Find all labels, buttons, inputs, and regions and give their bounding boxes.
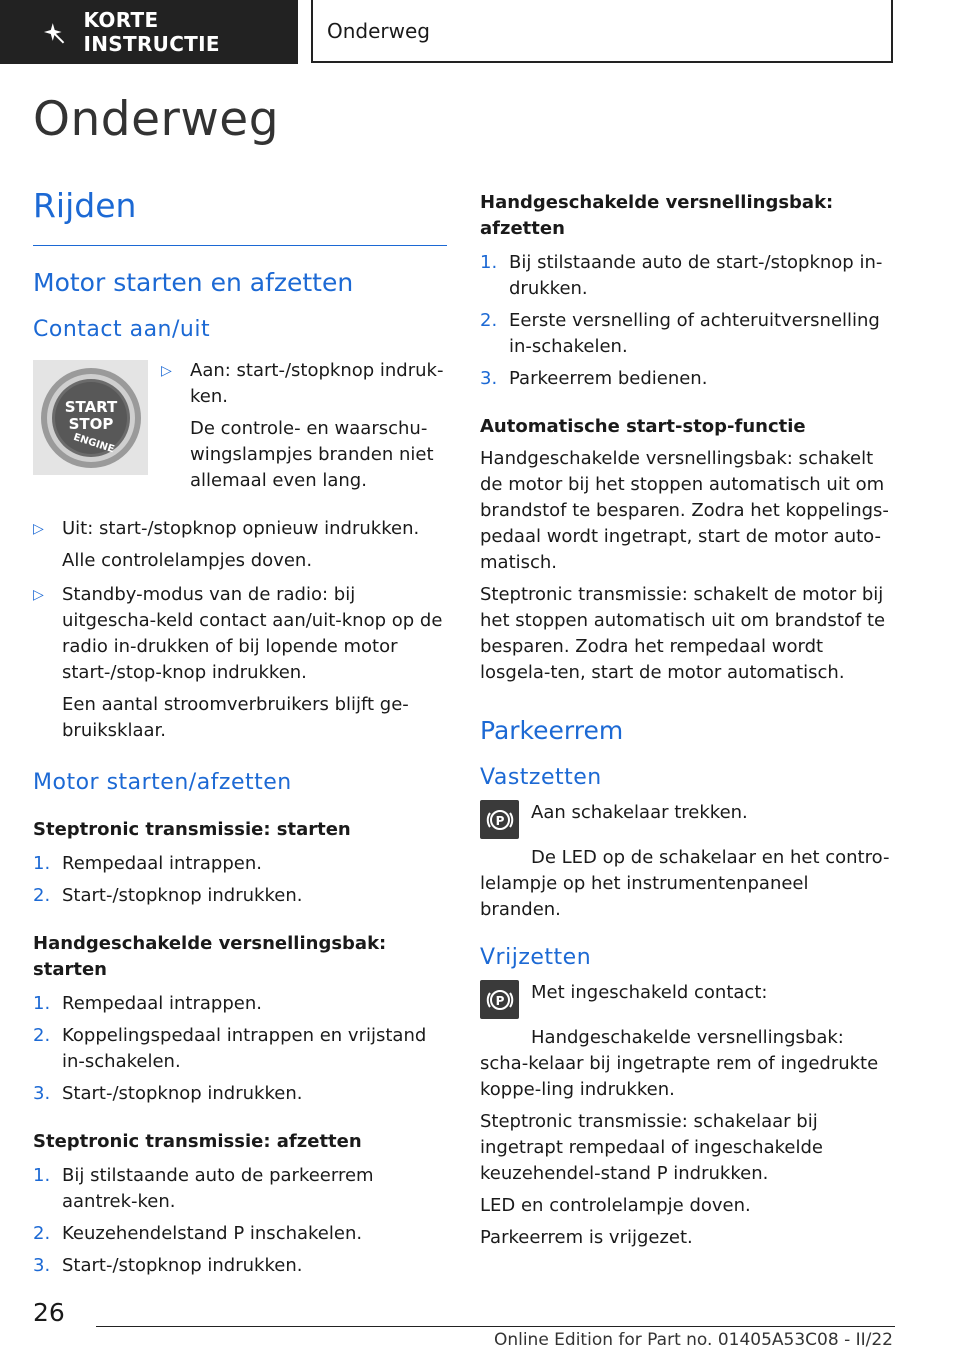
vrijzetten-paragraph-steptronic: Steptronic transmissie: schakelaar bij ingetrapt rempedaal of ingeschakelde keuzehendel-stand P indrukken. (480, 1111, 823, 1184)
step-text: Rempedaal intrappen. (62, 993, 262, 1014)
step-text: Keuzehendelstand P inschakelen. (62, 1223, 363, 1244)
list-item-text: Uit: start-/stopknop opnieuw indrukken. (62, 518, 420, 539)
step-text: Rempedaal intrappen. (62, 853, 262, 874)
heading-rule (33, 245, 447, 246)
list-item (33, 516, 447, 574)
vrijzetten-paragraph-released: Parkeerrem is vrijgezet. (480, 1227, 693, 1248)
step-item: 2. Koppelingspedaal intrappen en vrijstand in-schakelen. (33, 1023, 447, 1075)
list-item-text: Standby-modus van de radio: bij uitgescha-keld contact aan/uit-knop op de radio in-drukken of bij lopende motor start-/stop-knop indrukken. (62, 584, 443, 683)
stop-text: STOP (68, 414, 113, 433)
step-text: Start-/stopknop indrukken. (62, 1255, 303, 1276)
list-item (33, 582, 447, 744)
vastzetten-line-2: De LED op de schakelaar en het contro-lelampje op het instrumentenpaneel branden. (480, 847, 890, 920)
triangle-bullet-icon: ▷ (161, 363, 172, 379)
step-item: 1. Bij stilstaande auto de start-/stopknop in-drukken. (480, 250, 895, 302)
step-item: 2. Eerste versnelling of achteruitversnelling in-schakelen. (480, 308, 895, 360)
page-number: 26 (33, 1298, 65, 1327)
right-column (480, 190, 895, 1251)
step-item: 2. Start-/stopknop indrukken. (33, 883, 447, 909)
steptronic-stop-steps (33, 1163, 447, 1279)
heading-rijden: Rijden (33, 186, 137, 225)
heading-parkeerrem: Parkeerrem (480, 716, 624, 745)
parking-brake-icon (480, 800, 519, 839)
start-stop-icon (37, 364, 145, 472)
step-item: 1. Rempedaal intrappen. (33, 991, 447, 1017)
vastzetten-row (480, 800, 895, 839)
autostop-title: Automatische start-stop-functie (480, 416, 806, 437)
triangle-bullet-icon: ▷ (33, 587, 44, 603)
step-text: Koppelingspedaal intrappen en vrijstand in-schakelen. (62, 1025, 427, 1072)
autostop-paragraph-steptronic: Steptronic transmissie: schakelt de motor bij het stoppen automatisch uit om brandstof te besparen. Zodra het rempedaal wordt losgela-ten, start de motor automatisch. (480, 584, 886, 683)
start-stop-button-image (33, 360, 148, 475)
contact-list-a (161, 358, 447, 502)
step-item: 1. Rempedaal intrappen. (33, 851, 447, 877)
vastzetten-line-1: Aan schakelaar trekken. (531, 802, 748, 823)
manual-stop-title: Handgeschakelde versnellingsbak: afzetten (480, 192, 834, 239)
step-item: 3. Parkeerrem bedienen. (480, 366, 895, 392)
step-text: Bij stilstaande auto de start-/stopknop in-drukken. (509, 252, 883, 299)
chapter-tab[interactable] (311, 0, 893, 63)
list-item-subtext: De controle- en waarschu-wingslampjes branden niet allemaal even lang. (190, 418, 434, 491)
heading-vrijzetten: Vrijzetten (480, 945, 592, 970)
step-item: 3. Start-/stopknop indrukken. (33, 1081, 447, 1107)
steptronic-stop-title: Steptronic transmissie: afzetten (33, 1131, 362, 1152)
manual-stop-steps (480, 250, 895, 392)
svg-text:P: P (495, 993, 504, 1008)
page-title: Onderweg (33, 92, 280, 147)
manual-start-steps (33, 991, 447, 1107)
sparkle-icon (40, 19, 66, 45)
step-text: Bij stilstaande auto de parkeerrem aantrek-ken. (62, 1165, 374, 1212)
chapter-tab-label: Onderweg (327, 18, 430, 43)
step-item: 2. Keuzehendelstand P inschakelen. (33, 1221, 447, 1247)
parking-brake-icon (480, 980, 519, 1019)
step-text: Start-/stopknop indrukken. (62, 1083, 303, 1104)
svg-text:P: P (495, 813, 504, 828)
vrijzetten-paragraph-led: LED en controlelampje doven. (480, 1195, 751, 1216)
left-column (33, 186, 447, 1285)
start-text: START (64, 397, 117, 416)
list-item-text: Aan: start-/stopknop indruk-ken. (190, 360, 444, 407)
contact-list-b (33, 516, 447, 744)
footer-rule (96, 1326, 895, 1327)
engine-text: ENGINE (71, 431, 116, 455)
manual-start-title: Handgeschakelde versnellingsbak: starten (33, 933, 387, 980)
vrijzetten-row (480, 980, 895, 1019)
step-item: 1. Bij stilstaande auto de parkeerrem aantrek-ken. (33, 1163, 447, 1215)
section-tab-label: KORTE INSTRUCTIE (83, 8, 220, 56)
heading-vastzetten: Vastzetten (480, 765, 602, 790)
step-text: Eerste versnelling of achteruitversnelling in-schakelen. (509, 310, 880, 357)
step-text: Parkeerrem bedienen. (509, 368, 708, 389)
list-item (161, 358, 447, 494)
heading-contact: Contact aan/uit (33, 317, 211, 342)
step-item: 3. Start-/stopknop indrukken. (33, 1253, 447, 1279)
contact-block (33, 360, 447, 502)
steptronic-start-steps (33, 851, 447, 909)
list-item-subtext: Een aantal stroomverbruikers blijft ge-bruiksklaar. (62, 694, 409, 741)
list-item-subtext: Alle controlelampjes doven. (62, 550, 313, 571)
vrijzetten-line-1: Met ingeschakeld contact: (531, 982, 768, 1003)
heading-motor-starten-afzetten: Motor starten en afzetten (33, 268, 354, 297)
footer-edition: Online Edition for Part no. 01405A53C08 - II/22 (493, 1330, 893, 1350)
triangle-bullet-icon: ▷ (33, 521, 44, 537)
section-tab[interactable] (0, 0, 298, 64)
step-text: Start-/stopknop indrukken. (62, 885, 303, 906)
steptronic-start-title: Steptronic transmissie: starten (33, 819, 351, 840)
heading-motor-starten: Motor starten/afzetten (33, 770, 292, 795)
autostop-paragraph-manual: Handgeschakelde versnellingsbak: schakelt de motor bij het stoppen automatisch uit om brandstof te besparen. Zodra het koppelings-pedaal wordt ingetrapt, start de motor auto-matisch. (480, 448, 889, 573)
vrijzetten-line-2: Handgeschakelde versnellingsbak: scha-kelaar bij ingetrapte rem of ingedrukte koppe-ling indrukken. (480, 1027, 879, 1100)
